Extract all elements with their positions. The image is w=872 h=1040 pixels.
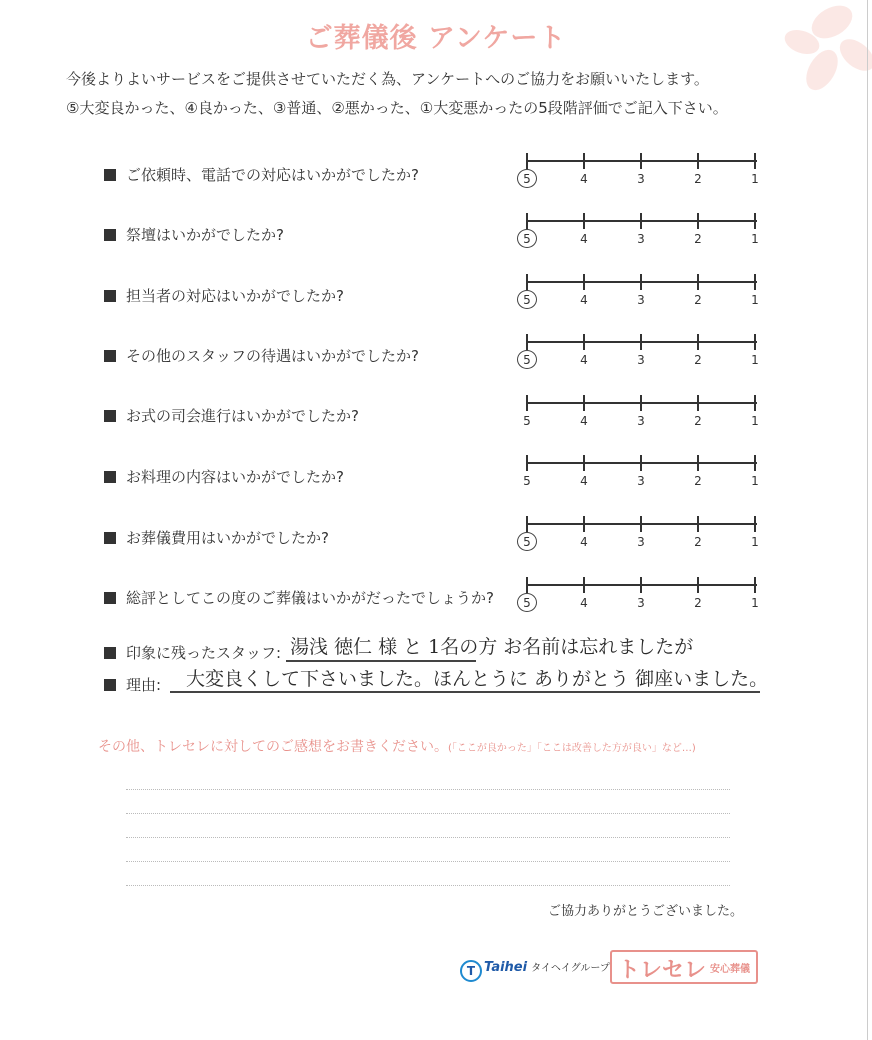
scale-tick <box>754 274 756 290</box>
question-3-text: 担当者の対応はいかがでしたか? <box>126 287 344 305</box>
scale-label-1: 1 <box>751 474 759 488</box>
toresere-sub: 安心葬儀 <box>710 964 750 975</box>
scale-tick <box>754 213 756 229</box>
scale-label-2: 2 <box>694 596 702 610</box>
scale-tick <box>640 455 642 471</box>
scale-label-2: 2 <box>694 474 702 488</box>
scale-label-3: 3 <box>637 232 645 246</box>
scale-tick <box>526 577 528 593</box>
rating-scale-8 <box>522 577 762 621</box>
scale-tick <box>697 395 699 411</box>
scale-tick <box>526 516 528 532</box>
scale-label-3: 3 <box>637 414 645 428</box>
scale-tick <box>583 395 585 411</box>
scale-tick <box>526 395 528 411</box>
question-1-text: ご依頼時、電話での対応はいかがでしたか? <box>126 166 419 184</box>
bullet-square-icon <box>104 410 116 422</box>
rating-scale-5 <box>522 395 762 439</box>
scale-label-1: 1 <box>751 414 759 428</box>
comment-line-1 <box>126 789 730 790</box>
scale-label-5: 5 <box>523 414 531 428</box>
scale-tick <box>583 334 585 350</box>
scale-label-2: 2 <box>694 353 702 367</box>
rating-circle-mark <box>517 290 537 309</box>
question-2-text: 祭壇はいかがでしたか? <box>126 226 284 244</box>
rating-circle-mark <box>517 593 537 612</box>
scale-tick <box>583 577 585 593</box>
question-8 <box>104 587 494 608</box>
scale-tick <box>640 153 642 169</box>
reason-underline <box>170 691 760 693</box>
scale-line <box>527 341 757 343</box>
scale-label-5: 5 <box>523 474 531 488</box>
comment-line-2 <box>126 813 730 814</box>
scale-label-4: 4 <box>580 172 588 186</box>
question-4 <box>104 345 419 366</box>
scale-label-5: 5 <box>523 353 531 367</box>
question-5 <box>104 405 359 426</box>
scale-tick <box>754 395 756 411</box>
scale-tick <box>697 334 699 350</box>
scale-tick <box>583 153 585 169</box>
scale-tick <box>754 577 756 593</box>
scale-label-3: 3 <box>637 293 645 307</box>
scale-tick <box>697 455 699 471</box>
scale-tick <box>583 213 585 229</box>
survey-title: ご葬儀後 アンケート <box>305 23 567 54</box>
reason-answer: 大変良くして下さいました。ほんとうに ありがとう 御座いました。 <box>186 668 769 690</box>
thanks-message: ご協力ありがとうございました。 <box>548 904 744 919</box>
scale-tick <box>754 516 756 532</box>
toresere-logo <box>610 950 758 984</box>
scale-tick <box>754 455 756 471</box>
scale-line <box>527 462 757 464</box>
scale-line <box>527 402 757 404</box>
scale-label-5: 5 <box>523 172 531 186</box>
taihei-brand: Taihei <box>484 960 528 975</box>
question-5-text: お式の司会進行はいかがでしたか? <box>126 407 359 425</box>
scale-tick <box>640 577 642 593</box>
taihei-group: タイヘイグループ <box>531 963 610 974</box>
staff-label: 印象に残ったスタッフ: <box>126 644 282 662</box>
scale-tick <box>583 516 585 532</box>
scale-label-4: 4 <box>580 353 588 367</box>
question-1 <box>104 164 419 185</box>
scale-label-5: 5 <box>523 232 531 246</box>
scale-label-3: 3 <box>637 596 645 610</box>
scale-line <box>527 281 757 283</box>
scale-line <box>527 523 757 525</box>
rating-scale-7 <box>522 516 762 560</box>
scale-label-4: 4 <box>580 414 588 428</box>
rating-scale-1 <box>522 153 762 197</box>
bullet-square-icon <box>104 350 116 362</box>
scale-label-1: 1 <box>751 232 759 246</box>
scale-tick <box>697 516 699 532</box>
scale-tick <box>583 274 585 290</box>
scale-tick <box>754 153 756 169</box>
bullet-square-icon <box>104 471 116 483</box>
question-6-text: お料理の内容はいかがでしたか? <box>126 468 344 486</box>
scale-label-2: 2 <box>694 414 702 428</box>
scale-tick <box>754 334 756 350</box>
scale-line <box>527 160 757 162</box>
rating-scale-3 <box>522 274 762 318</box>
toresere-brand: トレセレ <box>618 958 707 983</box>
scale-tick <box>526 334 528 350</box>
rating-scale-4 <box>522 334 762 378</box>
scale-label-3: 3 <box>637 535 645 549</box>
scale-tick <box>583 455 585 471</box>
scale-tick <box>640 516 642 532</box>
scale-label-1: 1 <box>751 172 759 186</box>
scale-tick <box>697 153 699 169</box>
comment-prompt <box>98 736 696 756</box>
scale-tick <box>697 274 699 290</box>
scale-tick <box>526 274 528 290</box>
scale-tick <box>640 274 642 290</box>
intro-line-1: 今後よりよいサービスをご提供させていただく為、アンケートへのご協力をお願いいたします。 <box>66 70 709 88</box>
bullet-square-icon <box>104 679 116 691</box>
scale-label-5: 5 <box>523 293 531 307</box>
scale-label-4: 4 <box>580 232 588 246</box>
intro-line-2: ⑤大変良かった、④良かった、③普通、②悪かった、①大変悪かったの5段階評価でご記入下さい。 <box>66 99 728 117</box>
scale-label-5: 5 <box>523 535 531 549</box>
scale-label-1: 1 <box>751 353 759 367</box>
bullet-square-icon <box>104 229 116 241</box>
question-8-text: 総評としてこの度のご葬儀はいかがだったでしょうか? <box>126 589 494 607</box>
scale-label-3: 3 <box>637 474 645 488</box>
comment-line-4 <box>126 861 730 862</box>
scale-label-2: 2 <box>694 293 702 307</box>
scale-tick <box>697 213 699 229</box>
scale-tick <box>640 334 642 350</box>
comment-line-5 <box>126 885 730 886</box>
bullet-square-icon <box>104 647 116 659</box>
scale-line <box>527 584 757 586</box>
scale-label-1: 1 <box>751 596 759 610</box>
comment-hint: (「ここが良かった」「ここは改善した方が良い」など…) <box>448 743 696 754</box>
scale-tick <box>526 455 528 471</box>
question-4-text: その他のスタッフの待遇はいかがでしたか? <box>126 347 419 365</box>
scale-tick <box>640 213 642 229</box>
question-7-text: お葬儀費用はいかがでしたか? <box>126 529 329 547</box>
scale-label-2: 2 <box>694 172 702 186</box>
scale-tick <box>697 577 699 593</box>
scale-label-4: 4 <box>580 474 588 488</box>
rating-scale-6 <box>522 455 762 499</box>
scale-label-5: 5 <box>523 596 531 610</box>
page-edge <box>867 0 868 1040</box>
rating-circle-mark <box>517 169 537 188</box>
rating-circle-mark <box>517 350 537 369</box>
bullet-square-icon <box>104 169 116 181</box>
reason-label: 理由: <box>126 676 162 694</box>
staff-underline <box>286 660 476 662</box>
bullet-square-icon <box>104 532 116 544</box>
scale-label-4: 4 <box>580 293 588 307</box>
rating-circle-mark <box>517 229 537 248</box>
taihei-mark-icon: T <box>460 960 482 982</box>
question-7 <box>104 527 329 548</box>
question-2 <box>104 224 284 245</box>
scale-tick <box>640 395 642 411</box>
scale-line <box>527 220 757 222</box>
scale-label-1: 1 <box>751 293 759 307</box>
rating-circle-mark <box>517 532 537 551</box>
scale-tick <box>526 153 528 169</box>
question-3 <box>104 285 344 306</box>
comment-prompt-text: その他、トレセレに対してのご感想をお書きください。 <box>98 739 448 755</box>
scale-label-4: 4 <box>580 535 588 549</box>
scale-label-4: 4 <box>580 596 588 610</box>
bullet-square-icon <box>104 592 116 604</box>
scale-label-2: 2 <box>694 232 702 246</box>
reason-row <box>104 674 161 695</box>
scale-label-3: 3 <box>637 172 645 186</box>
bullet-square-icon <box>104 290 116 302</box>
scale-label-1: 1 <box>751 535 759 549</box>
comment-line-3 <box>126 837 730 838</box>
staff-row <box>104 642 281 663</box>
question-6 <box>104 466 344 487</box>
staff-answer: 湯浅 徳仁 様 と 1名の方 お名前は忘れましたが <box>290 636 694 658</box>
scale-label-2: 2 <box>694 535 702 549</box>
rating-scale-2 <box>522 213 762 257</box>
taihei-logo <box>460 956 610 982</box>
scale-tick <box>526 213 528 229</box>
scale-label-3: 3 <box>637 353 645 367</box>
